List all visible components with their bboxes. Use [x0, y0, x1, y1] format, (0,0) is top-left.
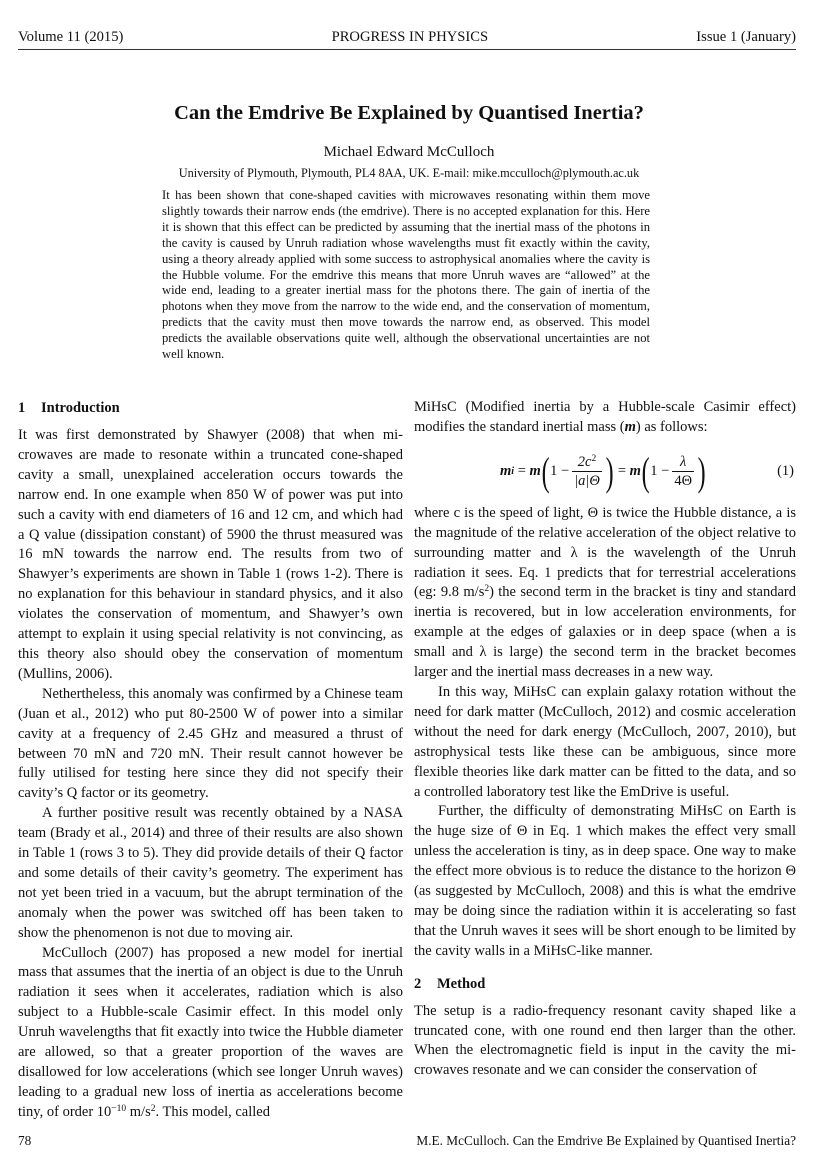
right-paren: ): [605, 448, 614, 494]
paragraph: [414, 504, 796, 683]
page-number: 78: [18, 1133, 32, 1148]
page-footer: [18, 1133, 796, 1149]
text-run: MiHsC (Modified inertia by a Hubble-scale Casimir effect) modifies the standard inertial mass (: [414, 399, 796, 435]
left-column: [18, 398, 403, 1123]
journal-issue: Issue 1 (January): [696, 29, 796, 45]
right-paren: ): [697, 448, 706, 494]
paragraph: It was first demonstrated by Shawyer (2008) that when microwaves are made to resonate within a truncated cone-shaped cavity a small, unexplained acceleration occurs towards the narrow end. In one example when 850 W of power was put into such a cavity with end diameters of 16 and 12 cm, and which had a Q value (dissipation constant) of 5900 the thrust measured was 16 mN towards the narrow end. The results from two of Shawyer’s experiments are shown in Table 1 (rows 1-2). There is no explanation for this behaviour in standard physics, and it also violates the conservation of momentum, and Shawyer’s own attempt to explain it using special relativity is not convincing, as this theory also should obey the conservation of momentum (Mullins, 2006).: [18, 427, 403, 682]
right-column: [414, 398, 796, 1081]
equation-1: [414, 444, 796, 500]
math-symbol: m: [629, 462, 641, 479]
numerator: λ: [680, 453, 687, 470]
denominator: |a|Θ: [574, 472, 600, 489]
superscript: −10: [111, 1103, 127, 1114]
superscript: 2: [150, 1103, 156, 1114]
math-operator: =: [614, 462, 630, 479]
left-paren: (: [541, 448, 550, 494]
section-title: Method: [437, 975, 486, 992]
paper-title: Can the Emdrive Be Explained by Quantised Inertia?: [174, 102, 644, 124]
section-number: 1: [18, 400, 26, 416]
paragraph: The setup is a radio-frequency resonant cavity shaped like a truncated cone, with one round end then larger than the other. When the electromagnetic field is input in the cavity the microwaves resonate and we can consider the conservation of: [414, 1002, 796, 1079]
fraction: [672, 454, 694, 490]
numerator: [576, 454, 598, 471]
math-term: 2c: [577, 453, 592, 470]
running-head: [18, 28, 796, 46]
text-run: ) as follows:: [635, 418, 708, 435]
math-symbol: m: [529, 462, 541, 479]
text-run: . This model, called: [155, 1103, 270, 1120]
text-run: McCulloch (2007) has proposed a new model for inertial mass that assumes that the inertia of an object is due to the Unruh radiation it sees when it accelerates, radiation which is also subject to a Hubble-scale Casimir effect. In this model only Unruh wavelengths that fit exactly into twice the Hubble diameter are allowed, so that a greater proportion of the waves are disallowed for low accelerations (which see longer Unruh waves) leading to a gradual new loss of inertia as accelerations become tiny, of order 10: [18, 944, 403, 1120]
journal-volume: Volume 11 (2015): [18, 29, 124, 45]
paragraph: A further positive result was recently obtained by a NASA team (Brady et al., 2014) and three of their results are also shown in Table 1 (rows 3 to 5). They did provide details of their Q factor and some details of their cavity’s geometry. The experiment has not yet been tried in a vacuum, but the abrupt termination of the anomaly when the power was switched off has been taken to show the phenomenon is not due to moving air.: [18, 805, 403, 941]
paragraph: In this way, MiHsC can explain galaxy rotation without the need for dark matter (McCulloch, 2012) and cosmic acceleration without the need for dark energy (McCulloch, 2007, 2010), but astrophysical tests like these can be ambiguous, since more flexible theories like dark matter can be fitted to the data, and so a controlled laboratory test like the EmDrive is useful.: [414, 683, 796, 800]
denominator: 4Θ: [674, 472, 693, 489]
math-term: 1 −: [650, 462, 670, 479]
author-affiliation: University of Plymouth, Plymouth, PL4 8AA, UK. E-mail: mike.mcculloch@plymouth.ac.uk: [178, 166, 640, 180]
section-title: Introduction: [41, 400, 120, 416]
left-paren: (: [641, 448, 650, 494]
section-spacer: [414, 962, 796, 974]
abstract: It has been shown that cone-shaped cavities with microwaves resonating within them move slightly towards their narrow ends (the emdrive). There is no accepted explanation for this. Here it is shown that this effect can be predicted by assuming that the inertial mass of the photons in the cavity is caused by Unruh radiation whose wavelengths must fit exactly within the cavity, using a theory already applied with some success to astrophysical anomalies where the cavity is the Hubble volume. For the emdrive this means that more Unruh waves are “allowed” at the wide end, leading to a greater inertial mass for the photons there. The gain of inertia of the photons when they move from the narrow to the wide end, and the conservation of momentum, predicts that the cavity must then move towards the narrow end, as observed. This model predicts the available observations quite well, although the observational uncertainties are not well known.: [162, 188, 650, 362]
superscript: 2: [484, 584, 490, 595]
paragraph: Further, the difficulty of demonstrating MiHsC on Earth is the huge size of Θ in Eq. 1 which makes the effect very small unless the acceleration is tiny, as in deep space. One way to make the effect more obvious is to reduce the distance to the horizon Θ (as suggested by McCulloch, 2008) and this is what the emdrive may be doing since the radiation within it is accelerating so fast that the Unruh waves it sees will be short enough to be limited by the cavity walls in a MiHsC-like manner.: [414, 803, 796, 959]
header-rule: [18, 49, 796, 50]
superscript: 2: [591, 453, 597, 464]
paragraph: [414, 398, 796, 438]
author-name: Michael Edward McCulloch: [323, 144, 495, 160]
section-number: 2: [414, 975, 422, 992]
text-run: ) the second term in the bracket is tiny and standard inertia is recovered, but in low acceleration environments, for example at the edges of galaxies or in deep space (when a is small and λ is large) the second term in the bracket becomes larger and the inertial mass decreases in a new way.: [414, 584, 796, 681]
math-operator: =: [514, 462, 530, 479]
journal-name: PROGRESS IN PHYSICS: [331, 29, 489, 45]
section-heading-method: [414, 974, 796, 994]
paragraph: [18, 944, 403, 1123]
equation-number: (1): [777, 462, 794, 479]
equation-body: [500, 444, 706, 500]
footer-citation: M.E. McCulloch. Can the Emdrive Be Explained by Quantised Inertia?: [416, 1133, 796, 1148]
section-heading-introduction: [18, 398, 403, 418]
text-run: where c is the speed of light, Θ is twice the Hubble distance, a is the magnitude of the relative acceleration of the object relative to surrounding matter and λ is the wavelength of the Unruh radiation it sees. Eq. 1 predicts that for terrestrial accelerations (eg: 9.8 m/s: [414, 504, 796, 601]
paragraph: Nethertheless, this anomaly was confirmed by a Chinese team (Juan et al., 2012) who put 80-2500 W of power into a similar cavity at a frequency of 2.45 GHz and measured a thrust of between 70 mN and 720 mN. Their result cannot however be fully utilised for testing here since they did not specify their cavity’s Q factor or its geometry.: [18, 685, 403, 802]
math-subscript: i: [511, 465, 515, 477]
math-symbol: m: [624, 418, 636, 435]
math-symbol: m: [500, 462, 512, 479]
math-term: 1 −: [550, 462, 570, 479]
text-run: m/s: [126, 1103, 151, 1120]
fraction: [572, 454, 602, 490]
